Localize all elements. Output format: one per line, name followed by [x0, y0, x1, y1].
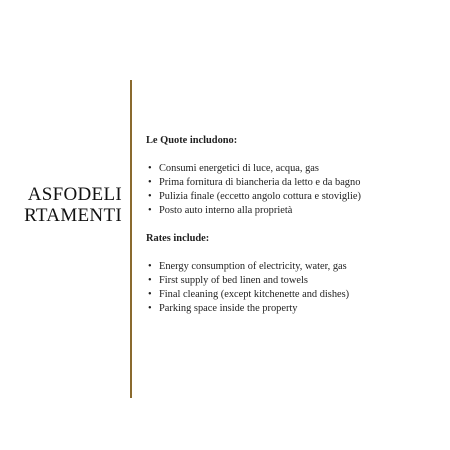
rates-content — [146, 134, 444, 316]
vertical-divider — [130, 80, 132, 398]
spacer — [146, 218, 444, 232]
english-section-title: Rates include: — [146, 233, 210, 244]
list-item: • Consumi energetici di luce, acqua, gas — [146, 162, 444, 176]
italian-includes-list — [146, 162, 444, 218]
english-includes-list — [146, 260, 444, 316]
list-item: • Parking space inside the property — [146, 302, 444, 316]
spacer — [146, 148, 444, 162]
list-item: • Pulizia finale (eccetto angolo cottura e stoviglie) — [146, 190, 444, 204]
list-item: • Prima fornitura di biancheria da letto e da bagno — [146, 176, 444, 190]
brand-name — [24, 184, 122, 226]
list-item: • Energy consumption of electricity, water, gas — [146, 260, 444, 274]
brand-line-1: ASFODELI — [27, 184, 122, 205]
italian-section-title: Le Quote includono: — [146, 135, 238, 146]
list-item: • Final cleaning (except kitchenette and dishes) — [146, 288, 444, 302]
brand-line-2: RTAMENTI — [24, 205, 122, 226]
list-item: • First supply of bed linen and towels — [146, 274, 444, 288]
spacer — [146, 246, 444, 260]
list-item: • Posto auto interno alla proprietà — [146, 204, 444, 218]
